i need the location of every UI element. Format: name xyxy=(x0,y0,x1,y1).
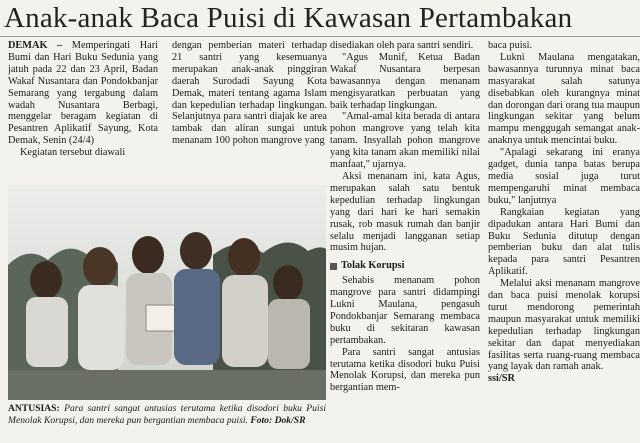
article-photo xyxy=(8,185,326,400)
paragraph: "Apalagi sekarang ini eranya gadget, dunia tanpa batas berupa media sosial juga turut mempengaruhi minat membaca buku," lanjutnya xyxy=(488,147,640,206)
column-4 xyxy=(488,40,640,440)
paragraph: Para santri sangat antusias terutama ketika disodori buku Puisi Menolak Korupsi, dan mereka pun bergantian mem- xyxy=(330,346,480,394)
signature: ssi/SR xyxy=(488,373,515,385)
photo-children-reading-icon xyxy=(8,185,326,400)
paragraph-text: Memperingati Hari Bumi dan Hari Buku Sedunia yang jatuh pada 22 dan 23 April, Badan Wakaf Nusantara dan Pondokbanjar Semarang yang tergabung dalam wadah Nusantara Berbagi, menggelar beragam kegiatan di Pesantren Aplikatif Sayung, Kota Demak, Senin (24/4) xyxy=(8,40,158,147)
paragraph: Melalui aksi menanam mangrove dan baca puisi menolak korupsi turut mendorong pemerintah maupun masyarakat untuk memiliki kepedulian terhadap lingkungan sekitar dan dapat menyediakan fasilitas serta ruang-ruang membaca yang layak dan ramah anak. xyxy=(488,278,640,373)
paragraph: "Amal-amal kita berada di antara pohon mangrove yang telah kita tanam. Insyallah pohon mangrove yang kita tanam akan memiliki nilai manfaat," ujarnya. xyxy=(330,111,480,171)
caption-text: Para santri sangat antusias terutama ketika disodori buku Puisi Menolak Korupsi, dan mereka pun bergantian membaca puisi. xyxy=(8,403,326,426)
paragraph: baca puisi. xyxy=(488,40,533,51)
column-1 xyxy=(8,40,158,185)
paragraph: "Agus Munif, Ketua Badan Wakaf Nusantara berpesan bawasannya dengan menanam mengisyaratkan perbuatan yang baik terhadap lingkungan. xyxy=(330,51,480,111)
caption-credit: Foto: Dok/SR xyxy=(250,414,306,426)
paragraph: Sehabis menanam pohon mangrove para santri didampingi Lukni Maulana, pengasuh Pondokbanjar Semarang membaca buku di sekitaran kawasan pertambakan. xyxy=(330,275,480,346)
headline: Anak-anak Baca Puisi di Kawasan Pertambakan xyxy=(4,2,573,34)
caption-lead: ANTUSIAS: xyxy=(8,403,60,414)
paragraph: Rangkaian kegiatan yang dipadukan antara Hari Bumi dan Buku Sedunia ditutup dengan pemberian buku dan alat tulis kepada para santri Pesantren Aplikatif. xyxy=(488,206,640,278)
paragraph: Lukni Maulana mengatakan, bawasannya turunnya minat baca masyarakat salah satunya disebabkan oleh kurangnya minat dan dorongan dari orang tua maupun lingkungan sekitar yang belum mampu menggugah semangat anak-anaknya untuk mencintai buku. xyxy=(488,51,640,147)
subheading xyxy=(330,260,480,272)
paragraph xyxy=(8,40,158,147)
paragraph: Kegiatan tersebut diawali xyxy=(20,147,126,159)
dateline: DEMAK – xyxy=(8,40,63,51)
headline-rule xyxy=(0,36,640,37)
column-2 xyxy=(172,40,327,185)
column-3 xyxy=(330,40,480,440)
paragraph: disediakan oleh para santri sendiri. xyxy=(330,40,474,51)
paragraph: Aksi menanam ini, kata Agus, merupakan salah satu bentuk kepedulian terhadap lingkungan yang dari hari ke hari semakin rusak, rob masuk rumah dan banjir selalu menjadi langganan setiap musim hujan. xyxy=(330,170,480,254)
subheading-text: Tolak Korupsi xyxy=(341,260,405,272)
square-bullet-icon xyxy=(330,263,337,270)
photo-caption xyxy=(8,403,326,426)
paragraph: dengan pemberian materi terhadap 21 santri yang kesemuanya merupakan anak-anak pinggiran daerah Surodadi Sayung Kota Demak, materi tentang agama Islam dan kepedulian terhadap lingkungan. Selanjutnya para santri diajak ke area tambak dan aliran sungai untuk menanam 100 pohon mangrove yang xyxy=(172,40,327,147)
